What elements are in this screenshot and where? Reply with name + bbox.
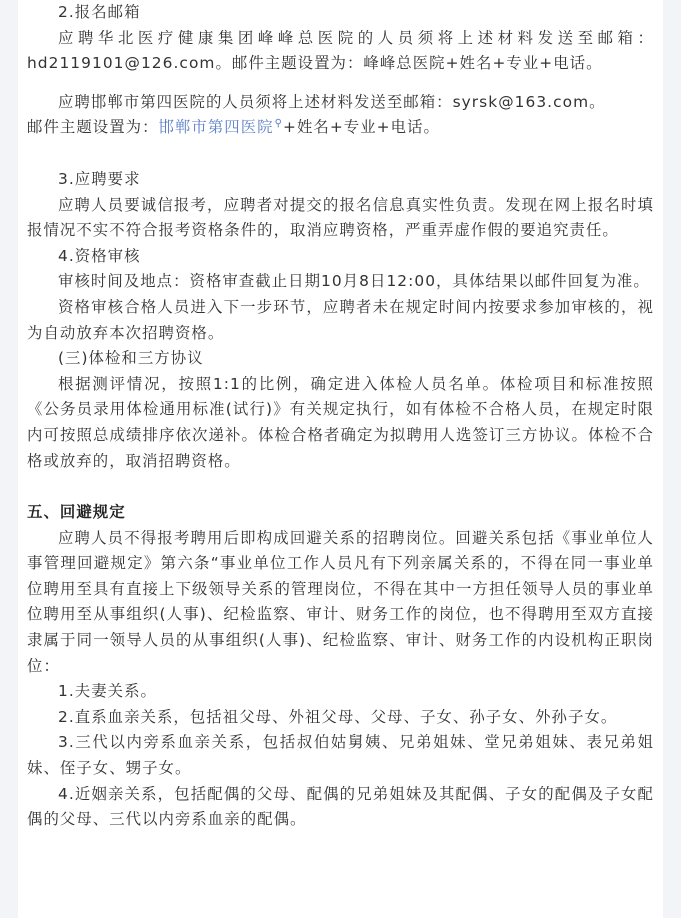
exam-paragraph: 根据测评情况，按照1:1的比例，确定进入体检人员名单。体检项目和标准按照《公务员录用体检通用标准(试行)》有关规定执行，如有体检不合格人员，在规定时限内可按照总成绩排序依次递补。体检合格者确定为拟聘用人选签订三方协议。体检不合格或放弃的，取消招聘资格。	[27, 374, 654, 470]
relation-item-1: 1.夫妻关系。	[58, 682, 157, 701]
requirements-heading: 3.应聘要求	[58, 169, 141, 188]
page-margin-left	[0, 0, 18, 918]
spacer	[27, 141, 654, 167]
spacer	[27, 474, 654, 500]
avoidance-paragraph: 应聘人员不得报考聘用后即构成回避关系的招聘岗位。回避关系包括《事业单位人事管理回避规定》第六条“事业单位工作人员凡有下列亲属关系的，不得在同一事业单位聘用至具有直接上下级领导关系的管理岗位，不得在其中一方担任领导人员的事业单位聘用至从事组织(人事)、纪检监察、审计、财务工作的岗位，也不得聘用至双方直接隶属于同一领导人员的从事组织(人事)、纪检监察、审计、财务工作的内设机构正职岗位：	[27, 528, 654, 675]
review-heading: 4.资格审核	[58, 246, 141, 265]
spacer	[27, 77, 654, 90]
relation-item-3: 3.三代以内旁系血亲关系，包括叔伯姑舅姨、兄弟姐妹、堂兄弟姐妹、表兄弟姐妹、侄子女、甥子女。	[27, 733, 654, 778]
relation-item-2: 2.直系血亲关系，包括祖父母、外祖父母、父母、子女、孙子女、外孙子女。	[58, 707, 618, 726]
article-body	[27, 0, 654, 833]
email-paragraph-2-line-1: 应聘邯郸市第四医院的人员须将上述材料发送至邮箱：syrsk@163.com。	[58, 92, 606, 111]
section-title-avoidance: 五、回避规定	[27, 503, 126, 522]
review-paragraph-1: 审核时间及地点：资格审查截止日期10月8日12:00，具体结果以邮件回复为准。	[58, 272, 650, 291]
page-margin-right	[663, 0, 681, 918]
email-subject-suffix: +姓名+专业+电话。	[283, 118, 440, 137]
search-icon[interactable]: ⚲	[274, 118, 283, 130]
hospital-search-link[interactable]: 邯郸市第四医院	[158, 118, 274, 137]
relation-item-4: 4.近姻亲关系，包括配偶的父母、配偶的兄弟姐妹及其配偶、子女的配偶及子女配偶的父母、三代以内旁系血亲的配偶。	[27, 784, 654, 829]
review-paragraph-2: 资格审核合格人员进入下一步环节，应聘者未在规定时间内按要求参加审核的，视为自动放弃本次招聘资格。	[27, 297, 654, 342]
email-subject-prefix: 邮件主题设置为：	[27, 118, 159, 137]
requirements-paragraph: 应聘人员要诚信报考，应聘者对提交的报名信息真实性负责。发现在网上报名时填报情况不实不符合报考资格条件的，取消应聘资格，严重弄虚作假的要追究责任。	[27, 195, 654, 240]
email-heading: 2.报名邮箱	[58, 3, 141, 21]
exam-heading: (三)体检和三方协议	[58, 349, 204, 368]
email-paragraph-1: 应聘华北医疗健康集团峰峰总医院的人员须将上述材料发送至邮箱：hd2119101@126.com。邮件主题设置为：峰峰总医院+姓名+专业+电话。	[27, 28, 654, 73]
email-paragraph-2-line-2	[27, 115, 654, 141]
